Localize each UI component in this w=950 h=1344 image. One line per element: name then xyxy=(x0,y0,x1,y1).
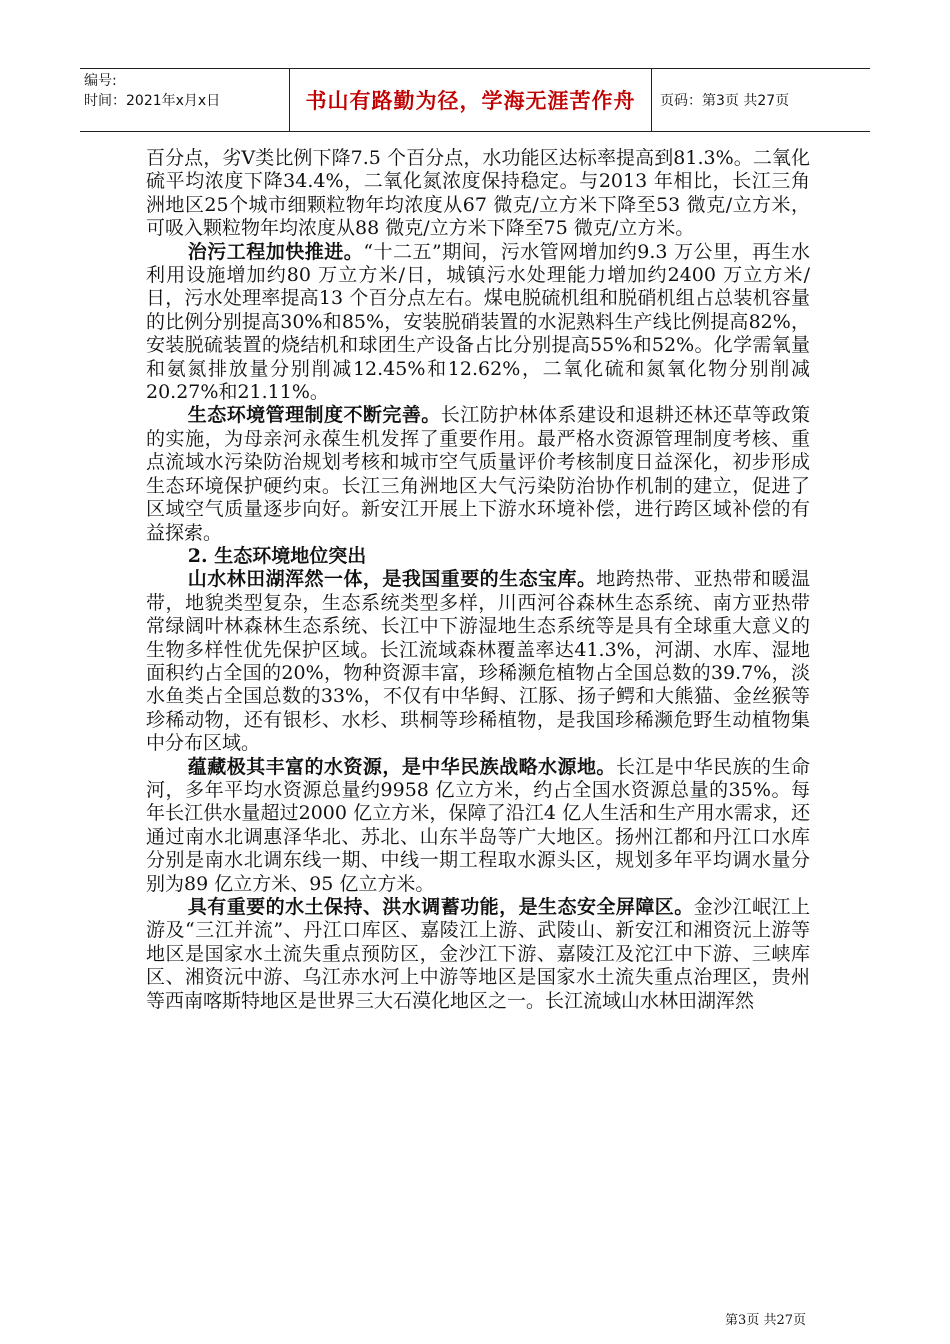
paragraph-4-heading: 山水林田湖浑然一体，是我国重要的生态宝库。 xyxy=(187,568,597,591)
header-motto: 书山有路勤为径，学海无涯苦作舟 xyxy=(290,69,652,131)
paragraph-2-heading: 治污工程加快推进。 xyxy=(187,240,364,263)
header-meta xyxy=(80,69,290,131)
paragraph-5 xyxy=(146,756,810,896)
document-body xyxy=(146,147,810,1013)
paragraph-6 xyxy=(146,896,810,1013)
paragraph-2-text: “十二五”期间，污水管网增加约9.3 万公里，再生水利用设施增加约80 万立方米/日，城镇污水处理能力增加约2400 万立方米/日，污水处理率提高13 个百分点左右。煤电脱硫机组和脱硝机组占总装机容量的比例分别提高30%和85%，安装脱硝装置的水泥熟料生产线比例提高82%，安装脱硫装置的烧结机和球团生产设备占比分别提高55%和52%。化学需氧量和氨氮排放量分别削减12.45%和12.62%，二氧化硫和氮氧化物分别削减20.27%和21.11%。 xyxy=(146,240,810,404)
paragraph-2 xyxy=(146,241,810,405)
document-number-label: 编号: xyxy=(84,73,117,89)
document-date-label: 时间：2021年x月x日 xyxy=(84,93,221,109)
paragraph-1 xyxy=(146,147,810,241)
header-page-label: 页码：第3页 共27页 xyxy=(660,93,790,109)
paragraph-6-heading: 具有重要的水土保持、洪水调蓄功能，是生态安全屏障区。 xyxy=(187,896,694,918)
page-footer: 第3页 共27页 xyxy=(725,1313,806,1328)
paragraph-3-heading: 生态环境管理制度不断完善。 xyxy=(187,404,441,427)
section-heading xyxy=(146,545,810,568)
section-heading-text: 2. 生态环境地位突出 xyxy=(187,544,367,567)
paragraph-4-text: 地跨热带、亚热带和暖温带，地貌类型复杂，生态系统类型多样，川西河谷森林生态系统、南方亚热带常绿阔叶林森林生态系统、长江中下游湿地生态系统等是具有全球重大意义的生物多样性优先保护区域。长江流域森林覆盖率达41.3%，河湖、水库、湿地面积约占全国的20%，物种资源丰富，珍稀濒危植物占全国总数的39.7%，淡水鱼类占全国总数的33%，不仅有中华鲟、江豚、扬子鳄和大熊猫、金丝猴等珍稀动物，还有银杉、水杉、珙桐等珍稀植物，是我国珍稀濒危野生动植物集中分布区域。 xyxy=(146,568,810,755)
page-header xyxy=(80,68,870,132)
paragraph-4 xyxy=(146,568,810,755)
paragraph-5-text: 长江是中华民族的生命河，多年平均水资源总量约9958 亿立方米，约占全国水资源总量的35%。每年长江供水量超过2000 亿立方米，保障了沿江4 亿人生活和生产用水需求，还通过南水北调惠泽华北、苏北、山东半岛等广大地区。扬州江都和丹江口水库分别是南水北调东线一期、中线一期工程取水源头区，规划多年平均调水量分别为89 亿立方米、95 亿立方米。 xyxy=(146,755,810,895)
paragraph-5-heading: 蕴藏极其丰富的水资源，是中华民族战略水源地。 xyxy=(187,755,616,778)
paragraph-3 xyxy=(146,404,810,544)
paragraph-6-text: 金沙江岷江上游及“三江并流”、丹江口库区、嘉陵江上游、武陵山、新安江和湘资沅上游等地区是国家水土流失重点预防区，金沙江下游、嘉陵江及沱江中下游、三峡库区、湘资沅中游、乌江赤水河上中游等地区是国家水土流失重点治理区，贵州等西南喀斯特地区是世界三大石漠化地区之一。长江流域山水林田湖浑然 xyxy=(146,896,810,1012)
paragraph-1-text: 百分点，劣Ⅴ类比例下降7.5 个百分点，水功能区达标率提高到81.3%。二氧化硫平均浓度下降34.4%，二氧化氮浓度保持稳定。与2013 年相比，长江三角洲地区25个城市细颗粒物年均浓度从67 微克/立方米下降至53 微克/立方米，可吸入颗粒物年均浓度从88 微克/立方米下降至75 微克/立方米。 xyxy=(146,147,810,240)
paragraph-3-text: 长江防护林体系建设和退耕还林还草等政策的实施，为母亲河永葆生机发挥了重要作用。最严格水资源管理制度考核、重点流域水污染防治规划考核和城市空气质量评价考核制度日益深化，初步形成生态环境保护硬约束。长江三角洲地区大气污染防治协作机制的建立，促进了区域空气质量逐步向好。新安江开展上下游水环境补偿，进行跨区域补偿的有益探索。 xyxy=(146,404,810,544)
